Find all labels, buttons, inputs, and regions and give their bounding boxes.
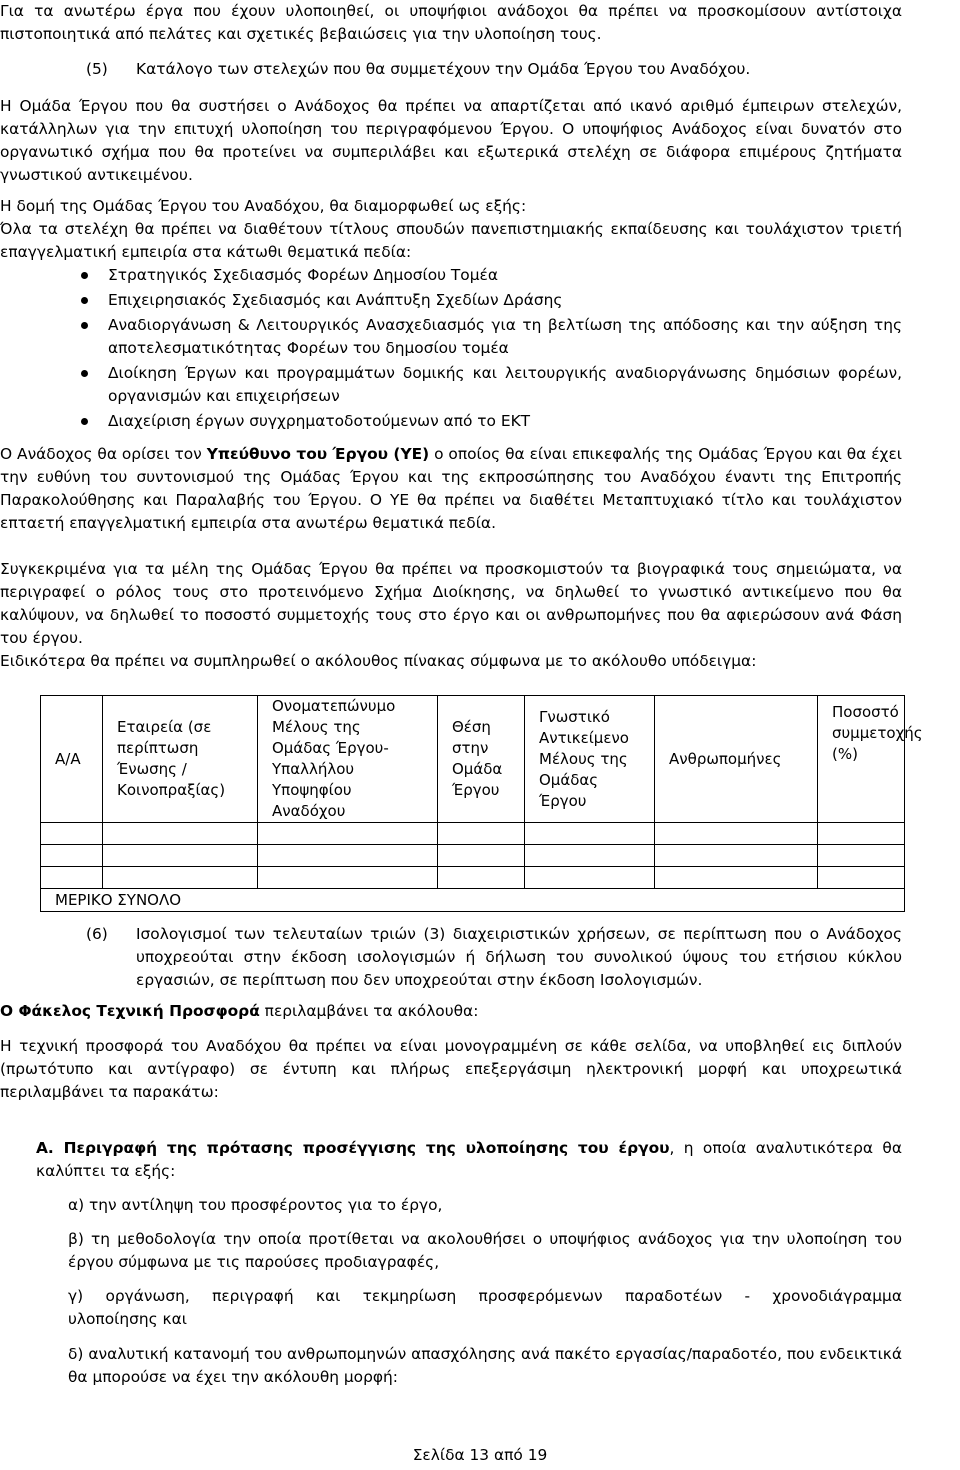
table-cell: [258, 867, 438, 889]
table-header-cell: Εταιρεία (σε περίπτωση Ένωσης / Κοινοπραξίας): [103, 696, 258, 823]
table-header-cell: Ποσοστό συμμετοχής (%): [818, 696, 905, 823]
sub-item-c-line2: υλοποίησης και: [68, 1310, 187, 1328]
table-row: [41, 823, 905, 845]
table-header-cell: Α/Α: [41, 696, 103, 823]
table-cell: [41, 867, 103, 889]
bullet-icon: [81, 297, 88, 304]
table-cell: [258, 845, 438, 867]
table-header-cell: Γνωστικό Αντικείμενο Μέλους της Ομάδας Έργου: [525, 696, 655, 823]
table-total-row: [41, 889, 905, 912]
list-item-text: Διαχείριση έργων συγχρηματοδοτούμενων από το ΕΚΤ: [108, 412, 531, 430]
paragraph-project-team: Η Ομάδα Έργου που θα συστήσει ο Ανάδοχος θα πρέπει να απαρτίζεται από ικανό αριθμό έμπειρων στελεχών, κατάλληλων για την επιτυχή υλοποίηση του περιγραφόμενου Έργου. Ο υποψήφιος Ανάδοχος είναι δυνατόν στο οργανωτικό σχήμα που θα προτείνει να συμπεριλάβει και εξωτερικά στελέχη σε διάφορα επιμέρους ζητήματα γνωστικού αντικειμένου.: [0, 97, 902, 184]
text-run: ο οποίος θα είναι επικεφαλής της Ομάδας Έργου και θα έχει την ευθύνη του συντονισμού της Ομάδας Έργου και της εκπροσώπησης του Αναδόχου έναντι της Επιτροπής Παρακολούθησης και Παραλαβής του Έργου. Ο ΥΕ θα πρέπει να διαθέτει Μεταπτυχιακό τίτλο και τουλάχιστον επταετή επαγγελματική εμπειρία στα ανωτέρω θεματικά πεδία.: [0, 445, 902, 532]
paragraph-team-members: Συγκεκριμένα για τα μέλη της Ομάδας Έργου θα πρέπει να προσκομιστούν τα βιογραφικά τους σημειώματα, να περιγραφεί ο ρόλος τους στο προτεινόμενο Σχήμα Διοίκησης, να δηλωθεί το γνωστικό αντικείμενο που θα καλύψουν, να δηλωθεί το ποσοστό συμμετοχής τους στο έργο και οι ανθρωπομήνες που θα αφιερώσουν ανά Φάση του έργου.: [0, 560, 902, 647]
table-cell: [438, 845, 525, 867]
paragraph-technical-offer: Η τεχνική προσφορά του Αναδόχου θα πρέπει να είναι μονογραμμένη σε κάθε σελίδα, να υποβληθεί εις διπλούν (πρωτότυπο και αντίγραφο) σε έντυπη και πλήρως επεξεργάσιμη ηλεκτρονική μορφή και υποχρεωτικά περιλαμβάνει τα παρακάτω:: [0, 1037, 902, 1101]
bullet-icon: [81, 418, 88, 425]
sub-item-d: δ) αναλυτική κατανομή του ανθρωπομηνών απασχόλησης ανά πακέτο εργασίας/παραδοτέο, που ενδεικτικά θα μπορούσε να έχει την ακόλουθη μορφή:: [68, 1345, 902, 1386]
paragraph-team-requirements: Όλα τα στελέχη θα πρέπει να διαθέτουν τίτλους σπουδών πανεπιστημιακής εκπαίδευσης και τουλάχιστον τριετή επαγγελματική εμπειρία στα κάτωθι θεματικά πεδία:: [0, 220, 902, 261]
list-item-5: [86, 58, 902, 81]
table-cell: [41, 845, 103, 867]
text-run: , η οποία αναλυτικότερα θα καλύπτει τα εξής:: [36, 1139, 902, 1180]
list-item-text: Αναδιοργάνωση & Λειτουργικός Ανασχεδιασμός για τη βελτίωση της απόδοσης και την αύξηση της αποτελεσματικότητας Φορέων του δημοσίου τομέα: [108, 316, 902, 357]
sub-item-c-line1: γ) οργάνωση, περιγραφή και τεκμηρίωση προσφερόμενων παραδοτέων - χρονοδιάγραμμα: [68, 1287, 902, 1304]
thematic-fields-list: [0, 264, 902, 435]
table-cell: [525, 867, 655, 889]
table-cell: [438, 823, 525, 845]
table-header-cell: Ανθρωπομήνες: [655, 696, 818, 823]
list-item-text: Στρατηγικός Σχεδιασμός Φορέων Δημοσίου Τομέα: [108, 266, 498, 284]
list-item-text: Επιχειρησιακός Σχεδιασμός και Ανάπτυξη Σχεδίων Δράσης: [108, 291, 563, 309]
table-cell: [103, 867, 258, 889]
list-item: [0, 362, 902, 408]
section-a-heading: [36, 1137, 902, 1183]
table-cell: [525, 823, 655, 845]
table-cell: [438, 867, 525, 889]
table-cell: [818, 823, 905, 845]
table-cell: [655, 845, 818, 867]
item-text: Ισολογισμοί των τελευταίων τριών (3) διαχειριστικών χρήσεων, σε περίπτωση που ο Ανάδοχος υποχρεούται στην έκδοση ισολογισμών ή δήλωση του συνολικού ύψους του ετήσιου κύκλου εργασιών, σε περίπτωση που δεν υποχρεούται στην έκδοση Ισολογισμών.: [136, 925, 902, 989]
bold-text: Α. Περιγραφή της πρότασης προσέγγισης της υλοποίησης του έργου: [36, 1139, 670, 1157]
table-row: [41, 867, 905, 889]
table-cell: [818, 845, 905, 867]
item-text: Κατάλογο των στελεχών που θα συμμετέχουν την Ομάδα Έργου του Αναδόχου.: [136, 60, 751, 78]
paragraph-references: Για τα ανωτέρω έργα που έχουν υλοποιηθεί, οι υποψήφιοι ανάδοχοι θα πρέπει να προσκομίσουν αντίστοιχα πιστοποιητικά από πελάτες και σχετικές βεβαιώσεις για την υλοποίηση τους.: [0, 2, 902, 43]
bold-text: Ο Φάκελος Τεχνική Προσφορά: [0, 1002, 260, 1020]
list-item-text: Διοίκηση Έργων και προγραμμάτων δομικής και λειτουργικής αναδιοργάνωσης δημόσιων φορέων, οργανισμών και επιχειρήσεων: [108, 364, 902, 405]
table-cell: [103, 845, 258, 867]
text-run: Ο Ανάδοχος θα ορίσει τον: [0, 445, 207, 463]
bullet-icon: [81, 272, 88, 279]
paragraph-project-manager: [0, 443, 902, 535]
table-row: [41, 845, 905, 867]
list-item: [0, 289, 902, 312]
list-item-6: [86, 923, 902, 992]
sub-item-c: [68, 1285, 902, 1331]
table-cell: [655, 823, 818, 845]
team-table: [40, 695, 923, 912]
table-cell: [258, 823, 438, 845]
list-item: [0, 264, 902, 287]
table-cell: [41, 823, 103, 845]
text-run: περιλαμβάνει τα ακόλουθα:: [259, 1002, 479, 1020]
paragraph-technical-offer-heading: [0, 1000, 902, 1023]
list-item: [0, 410, 902, 433]
page-footer: Σελίδα 13 από 19: [412, 1446, 548, 1464]
item-number: (5): [86, 60, 108, 78]
table-header-cell: Ονοματεπώνυμο Μέλους της Ομάδας Έργου-Υπαλλήλου Υποψηφίου Αναδόχου: [258, 696, 438, 823]
bullet-icon: [81, 370, 88, 377]
paragraph-team-structure: Η δομή της Ομάδας Έργου του Αναδόχου, θα διαμορφωθεί ως εξής:: [0, 197, 527, 215]
bullet-icon: [81, 322, 88, 329]
table-header-row: [41, 696, 905, 823]
paragraph-table-intro: Ειδικότερα θα πρέπει να συμπληρωθεί ο ακόλουθος πίνακας σύμφωνα με το ακόλουθο υπόδειγμα:: [0, 652, 757, 670]
list-item: [0, 314, 902, 360]
sub-item-b: β) τη μεθοδολογία την οποία προτίθεται να ακολουθήσει ο υποψήφιος ανάδοχος για την υλοποίηση του έργου σύμφωνα με τις παρούσες προδιαγραφές,: [68, 1230, 902, 1271]
table-header-cell: Θέση στην Ομάδα Έργου: [438, 696, 525, 823]
table-cell: [525, 845, 655, 867]
item-number: (6): [86, 925, 108, 943]
table-cell: [103, 823, 258, 845]
bold-text: Υπεύθυνο του Έργου (ΥΕ): [206, 445, 430, 463]
sub-item-a: α) την αντίληψη του προσφέροντος για το έργο,: [68, 1196, 443, 1214]
table-cell: [818, 867, 905, 889]
table-total-cell: ΜΕΡΙΚΟ ΣΥΝΟΛΟ: [41, 889, 905, 912]
table-cell: [655, 867, 818, 889]
